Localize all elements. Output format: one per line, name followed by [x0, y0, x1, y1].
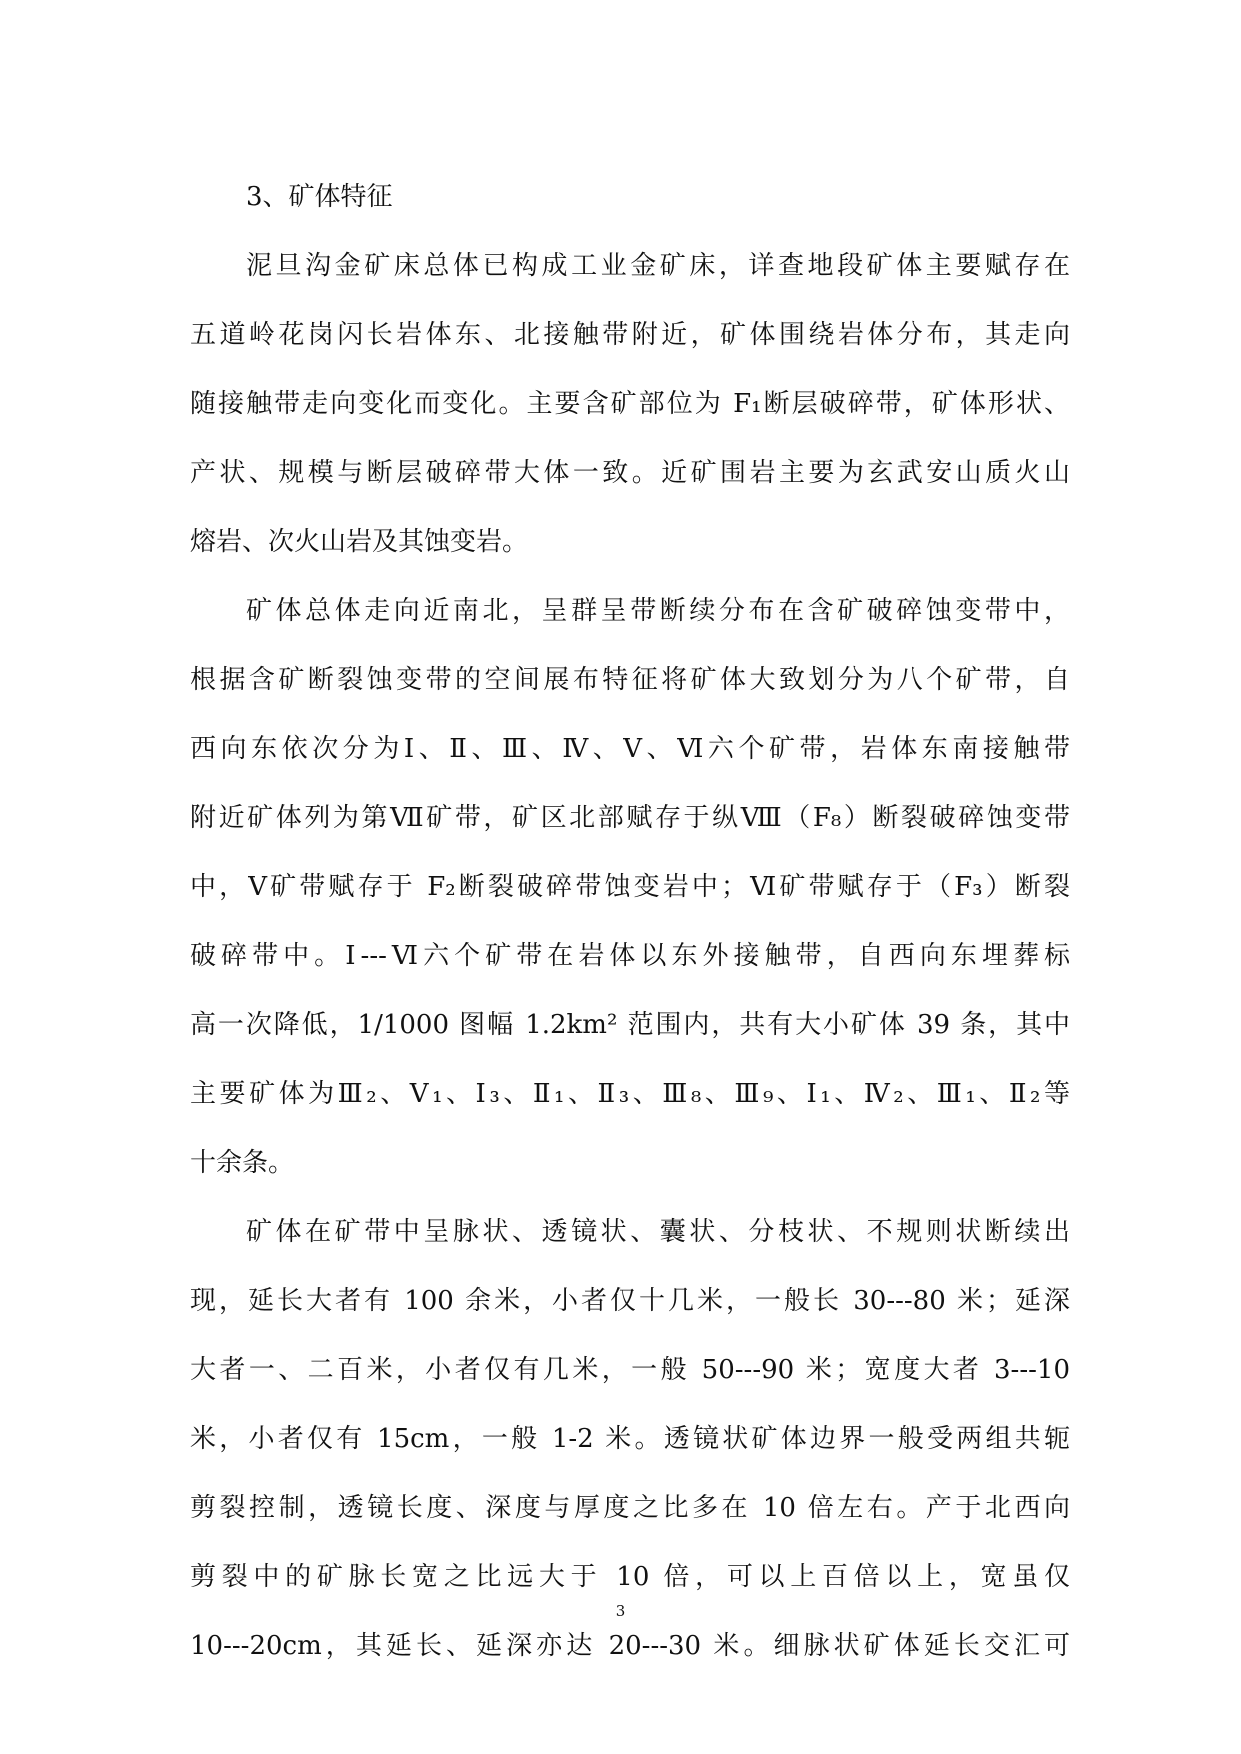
text-line: 矿体总体走向近南北，呈群呈带断续分布在含矿破碎蚀变带中， [246, 596, 1070, 626]
text-line: 西向东依次分为Ⅰ、Ⅱ、Ⅲ、Ⅳ、Ⅴ、Ⅵ六个矿带，岩体东南接触带 [190, 734, 1070, 764]
text-line: 泥旦沟金矿床总体已构成工业金矿床，详查地段矿体主要赋存在 [246, 251, 1070, 281]
text-line: 熔岩、次火山岩及其蚀变岩。 [190, 527, 529, 557]
text-line: 主要矿体为Ⅲ₂、Ⅴ₁、Ⅰ₃、Ⅱ₁、Ⅱ₃、Ⅲ₈、Ⅲ₉、Ⅰ₁、Ⅳ₂、Ⅲ₁、Ⅱ₂等 [190, 1079, 1070, 1109]
text-line: 剪裂控制，透镜长度、深度与厚度之比多在 10 倍左右。产于北西向 [190, 1493, 1070, 1523]
text-line: 产状、规模与断层破碎带大体一致。近矿围岩主要为玄武安山质火山 [190, 458, 1070, 488]
text-line: 十余条。 [190, 1148, 295, 1178]
text-line: 附近矿体列为第Ⅶ矿带，矿区北部赋存于纵Ⅷ（F₈）断裂破碎蚀变带 [190, 803, 1070, 833]
text-line: 剪裂中的矿脉长宽之比远大于 10 倍，可以上百倍以上，宽虽仅 [190, 1562, 1070, 1592]
text-line: 五道岭花岗闪长岩体东、北接触带附近，矿体围绕岩体分布，其走向 [190, 320, 1070, 350]
text-line: 10---20cm，其延长、延深亦达 20---30 米。细脉状矿体延长交汇可 [190, 1631, 1070, 1661]
section-heading: 3、矿体特征 [246, 182, 393, 212]
page-number: 3 [615, 1602, 626, 1620]
text-line: 现，延长大者有 100 余米，小者仅十几米，一般长 30---80 米；延深 [190, 1286, 1070, 1316]
text-line: 米，小者仅有 15cm，一般 1-2 米。透镜状矿体边界一般受两组共轭 [190, 1424, 1070, 1454]
text-line: 随接触带走向变化而变化。主要含矿部位为 F₁断层破碎带，矿体形状、 [190, 389, 1070, 419]
text-line: 破碎带中。Ⅰ---Ⅵ六个矿带在岩体以东外接触带，自西向东埋葬标 [190, 941, 1070, 971]
text-line: 矿体在矿带中呈脉状、透镜状、囊状、分枝状、不规则状断续出 [246, 1217, 1070, 1247]
text-line: 高一次降低，1/1000 图幅 1.2km² 范围内，共有大小矿体 39 条，其中 [190, 1010, 1070, 1040]
text-line: 大者一、二百米，小者仅有几米，一般 50---90 米；宽度大者 3---10 [190, 1355, 1070, 1385]
body-text [190, 163, 1070, 1681]
text-line: 根据含矿断裂蚀变带的空间展布特征将矿体大致划分为八个矿带，自 [190, 665, 1070, 695]
text-line: 中，Ⅴ矿带赋存于 F₂断裂破碎带蚀变岩中；Ⅵ矿带赋存于（F₃）断裂 [190, 872, 1070, 902]
